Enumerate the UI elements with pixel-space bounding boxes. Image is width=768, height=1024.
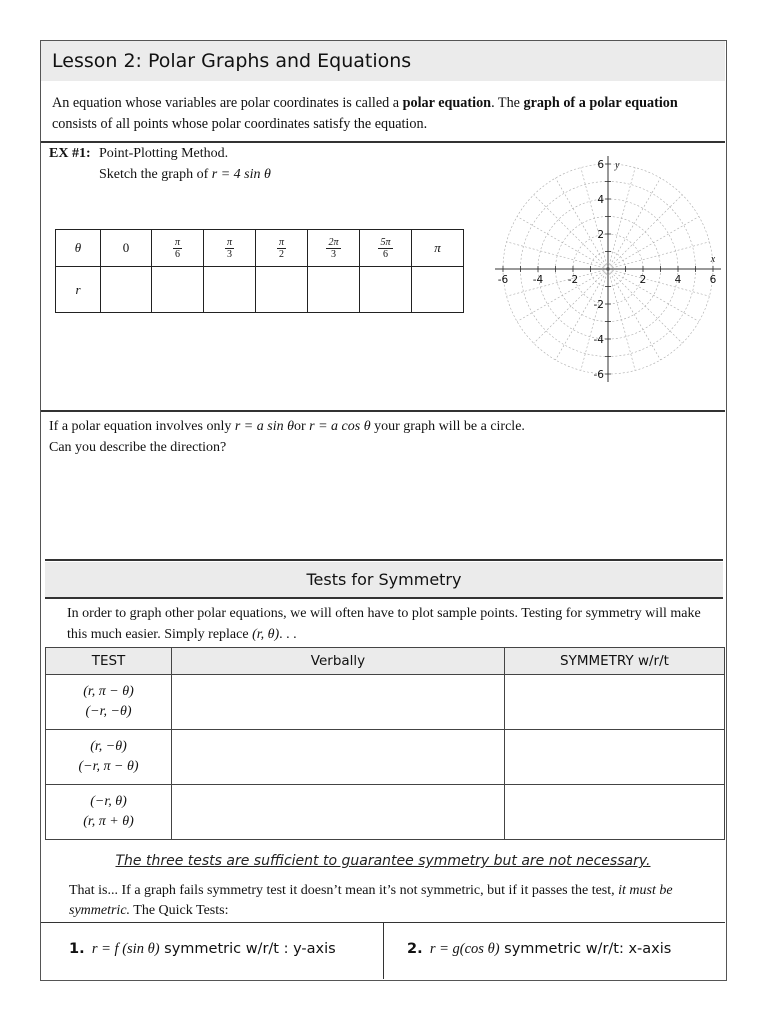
verbally-answer-cell[interactable]	[172, 730, 505, 785]
intro-text-3: consists of all points whose polar coordinates satisfy the equation.	[52, 116, 428, 132]
y-tick-label: -4	[593, 334, 604, 346]
quick-tests-divider	[383, 923, 384, 979]
x-tick-label: -2	[567, 274, 579, 286]
sufficiency-note: The three tests are sufficient to guarantee symmetry but are not necessary.	[115, 853, 651, 869]
grid-spoke	[608, 242, 709, 269]
verbally-answer-cell[interactable]	[172, 675, 505, 730]
y-tick-label: 4	[597, 194, 604, 206]
x-tick-label: 4	[674, 274, 682, 286]
theta-header: θ	[56, 230, 101, 267]
r-answer-cell[interactable]	[152, 267, 204, 313]
circle-note-line-1: If a polar equation involves only r = a sin θor r = a cos θ your graph will be a circle.	[49, 419, 525, 434]
r-answer-cell[interactable]	[360, 267, 412, 313]
intro-paragraph	[52, 93, 714, 135]
x-axis-label: x	[710, 254, 716, 265]
symmetry-answer-cell[interactable]	[505, 675, 725, 730]
grid-spoke	[608, 269, 699, 322]
grid-spoke	[608, 269, 661, 360]
x-tick-label: 2	[639, 274, 647, 286]
angle-cell: $\frac{5\pi}{6}$	[360, 230, 412, 267]
section-divider	[41, 141, 725, 143]
symmetry-title-bar	[45, 562, 723, 598]
r-answer-cell[interactable]	[308, 267, 360, 313]
test-cell: (r, π − θ) (−r, −θ)	[46, 675, 172, 730]
y-tick-label: 6	[597, 159, 604, 171]
y-tick-label: -6	[593, 369, 604, 381]
theta-row	[56, 230, 464, 267]
header-symmetry: SYMMETRY w/r/t	[505, 648, 725, 675]
r-answer-cell[interactable]	[412, 267, 464, 313]
circle-note-line-2: Can you describe the direction?	[49, 440, 227, 455]
intro-text-2: . The	[491, 95, 524, 111]
page-title: Lesson 2: Polar Graphs and Equations	[52, 50, 412, 72]
y-tick-label: 2	[597, 229, 604, 241]
quick-test-2: 2. r = g(cos θ) symmetric w/r/t: x-axis	[407, 941, 672, 957]
table-row	[46, 785, 725, 840]
example-instruction	[99, 167, 271, 183]
polar-grid-graph	[497, 153, 717, 385]
symmetry-answer-cell[interactable]	[505, 730, 725, 785]
example-method: Point-Plotting Method.	[99, 146, 229, 161]
header-verbally: Verbally	[172, 648, 505, 675]
test-cell: (r, −θ) (−r, π − θ)	[46, 730, 172, 785]
verbally-answer-cell[interactable]	[172, 785, 505, 840]
r-row	[56, 267, 464, 313]
angle-cell: $\frac{\pi}{3}$	[204, 230, 256, 267]
intro-term-polar-equation: polar equation	[402, 95, 492, 111]
y-tick-label: -2	[593, 299, 604, 311]
point-table	[55, 229, 464, 313]
grid-spoke	[608, 178, 661, 269]
test-cell: (−r, θ) (r, π + θ)	[46, 785, 172, 840]
quick-test-1: 1. r = f (sin θ) symmetric w/r/t : y-axis	[69, 941, 336, 957]
r-header: r	[56, 267, 101, 313]
grid-spoke	[556, 178, 609, 269]
angle-cell: $\frac{\pi}{2}$	[256, 230, 308, 267]
symmetry-title: Tests for Symmetry	[306, 570, 462, 589]
symmetry-table	[45, 647, 725, 840]
table-row	[46, 730, 725, 785]
r-answer-cell[interactable]	[204, 267, 256, 313]
intro-term-graph: graph of a polar equation	[523, 95, 678, 111]
instruction-text: Sketch the graph of	[99, 167, 212, 182]
x-tick-label: -4	[532, 274, 544, 286]
section-divider	[45, 559, 723, 561]
title-bar	[41, 41, 725, 81]
x-tick-label: 6	[709, 274, 717, 286]
symmetry-intro: In order to graph other polar equations, we will often have to plot sample points. Testing for symmetry will make this much easier. Simply replace (r, θ). . .	[67, 606, 701, 642]
example-label: EX #1:	[49, 146, 91, 161]
symmetry-answer-cell[interactable]	[505, 785, 725, 840]
section-divider	[45, 597, 723, 599]
that-is-paragraph: That is... If a graph fails symmetry test it doesn’t mean it’s not symmetric, but if it passes the test, it must be symmetric. The Quick Tests:	[69, 883, 673, 918]
table-row	[46, 675, 725, 730]
angle-cell: π	[412, 230, 464, 267]
section-divider	[41, 410, 725, 412]
x-tick-label: -6	[497, 274, 509, 286]
instruction-equation: r = 4 sin θ	[211, 167, 271, 182]
worksheet-page	[40, 40, 727, 981]
r-answer-cell[interactable]	[101, 267, 152, 313]
quick-tests-box	[41, 922, 725, 979]
y-axis-label: y	[615, 160, 620, 171]
angle-cell: $\frac{\pi}{6}$	[152, 230, 204, 267]
angle-cell: 0	[101, 230, 152, 267]
circle-note	[49, 416, 525, 458]
intro-text-1: An equation whose variables are polar coordinates is called a	[52, 95, 403, 111]
r-answer-cell[interactable]	[256, 267, 308, 313]
symmetry-header-row	[46, 648, 725, 675]
header-test: TEST	[46, 648, 172, 675]
angle-cell: $\frac{2\pi}{3}$	[308, 230, 360, 267]
